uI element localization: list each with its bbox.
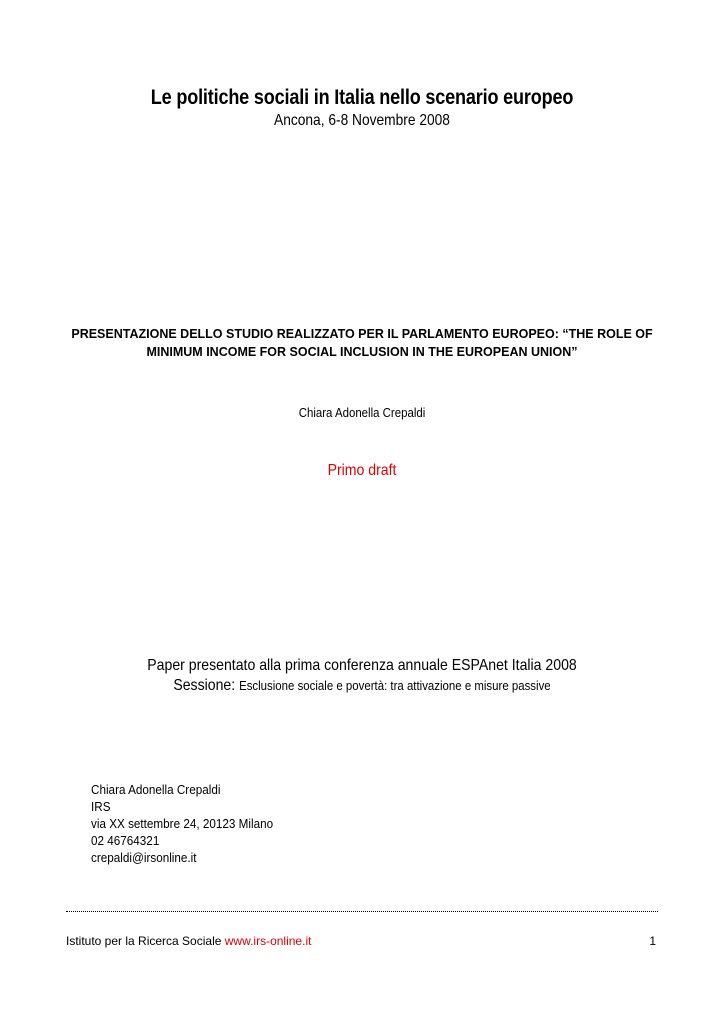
footer-website-link[interactable]: www.irs-online.it [224, 934, 312, 948]
session-label: Sessione: [173, 677, 236, 694]
conference-title: Le politiche sociali in Italia nello scenario europeo [150, 86, 574, 109]
paper-title: PRESENTAZIONE DELLO STUDIO REALIZZATO PER IL PARLAMENTO EUROPEO: “THE ROLE OF MINIMUM INCOME FOR SOCIAL INCLUSION IN THE EUROPEAN UNION” [71, 327, 653, 359]
contact-email: crepaldi@irsonline.it [91, 850, 197, 865]
contact-org: IRS [91, 799, 111, 814]
conference-location-date: Ancona, 6-8 Novembre 2008 [274, 112, 450, 129]
draft-label: Primo draft [327, 462, 397, 479]
contact-name: Chiara Adonella Crepaldi [91, 782, 221, 797]
author-name: Chiara Adonella Crepaldi [298, 405, 426, 420]
contact-phone: 02 46764321 [91, 833, 160, 848]
contact-block [91, 781, 273, 866]
footer-institute-name: Istituto per la Ricerca Sociale [66, 934, 222, 948]
session-line [43, 677, 680, 695]
contact-address: via XX settembre 24, 20123 Milano [91, 816, 274, 831]
page-number: 1 [649, 934, 656, 948]
presentation-line: Paper presentato alla prima conferenza annuale ESPAnet Italia 2008 [147, 657, 577, 674]
session-text: Esclusione sociale e povertà: tra attivazione e misure passive [239, 678, 551, 693]
footer-divider [66, 911, 658, 912]
footer-institute-line [66, 934, 311, 948]
